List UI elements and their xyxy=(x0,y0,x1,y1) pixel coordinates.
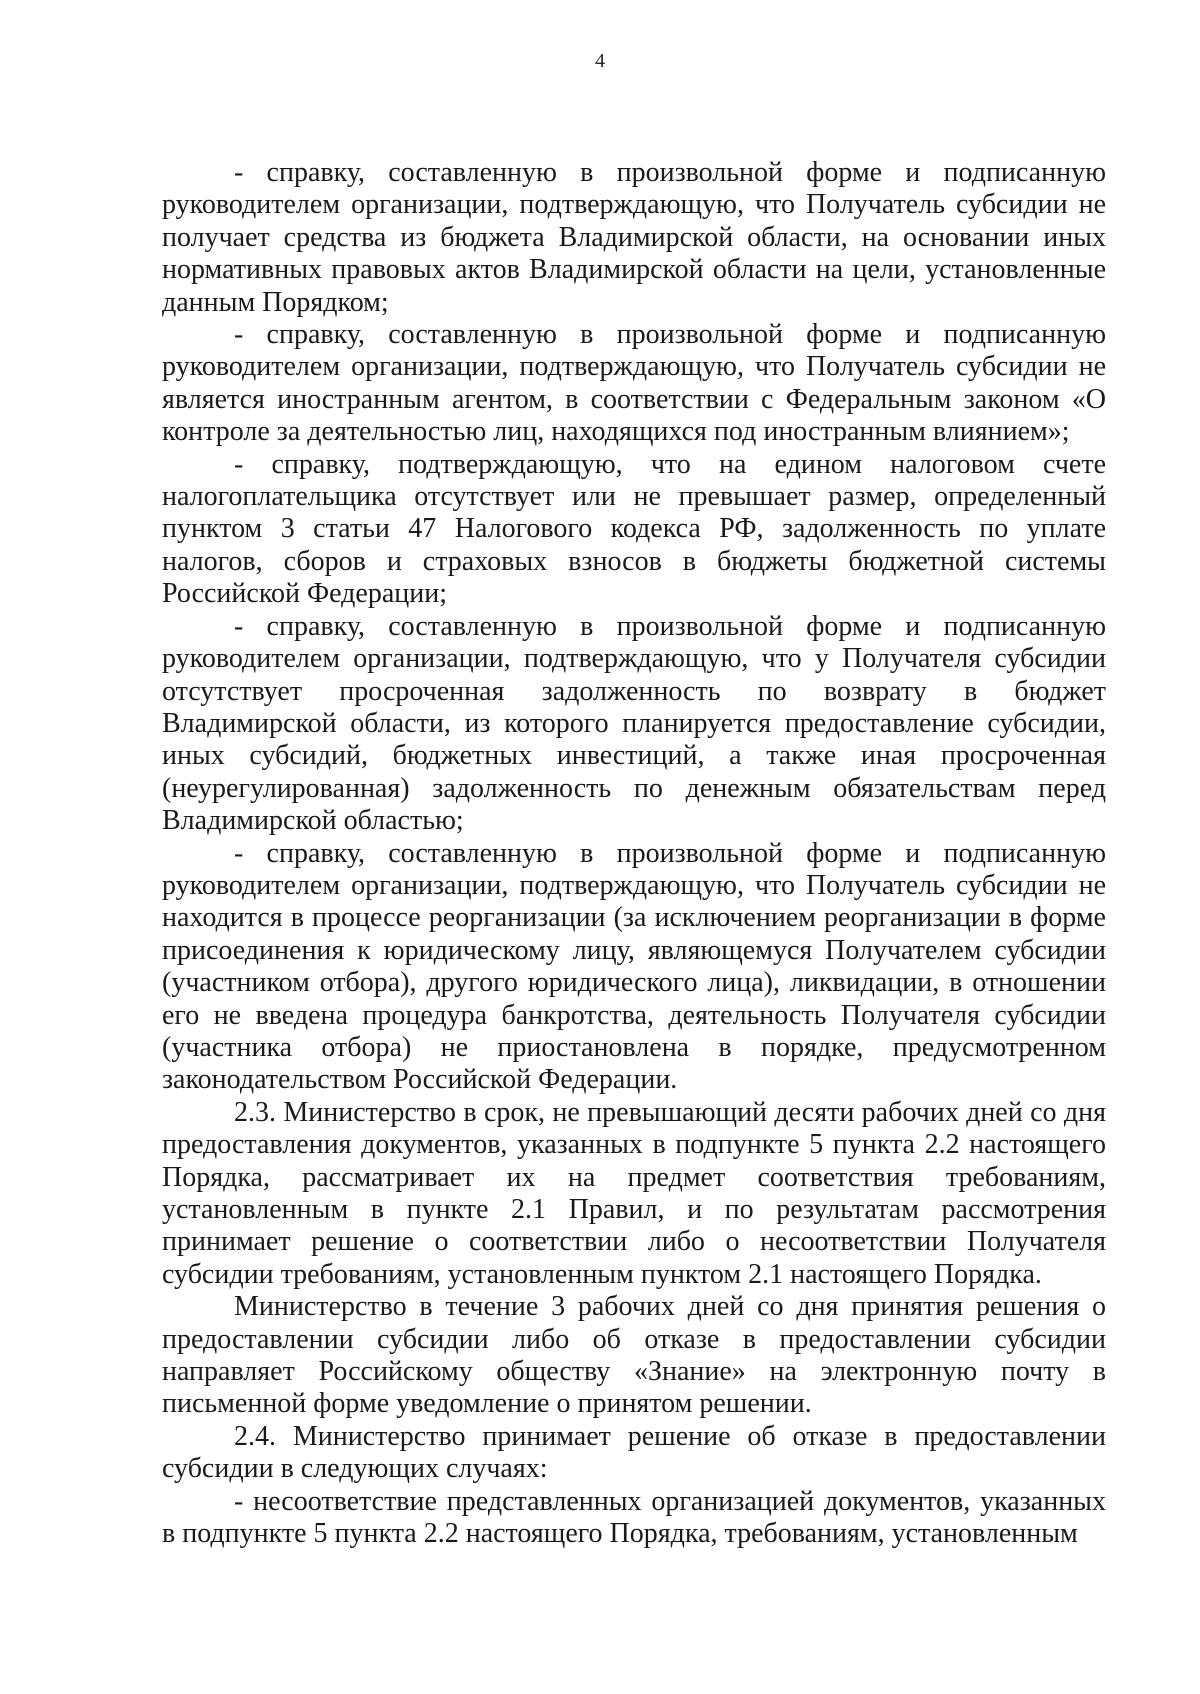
document-body xyxy=(162,157,1106,1550)
paragraph-certificate-not-foreign-agent: - справку, составленную в произвольной форме и подписанную руководителем организации, подтверждающую, что Получатель субсидии не является иностранным агентом, в соответствии с Федеральным законом «О контроле за деятельностью лиц, находящихся под иностранным влиянием»; xyxy=(162,319,1106,448)
paragraph-certificate-no-regional-budget-funds: - справку, составленную в произвольной форме и подписанную руководителем организации, подтверждающую, что Получатель субсидии не получает средства из бюджета Владимирской области, на основании иных нормативных правовых актов Владимирской области на цели, установленные данным Порядком; xyxy=(162,157,1106,318)
paragraph-refusal-reason: - несоответствие представленных организацией документов, указанных в подпункте 5 пункта 2.2 настоящего Порядка, требованиям, установленным xyxy=(162,1485,1106,1550)
paragraph-clause-2-4: 2.4. Министерство принимает решение об отказе в предоставлении субсидии в следующих случаях: xyxy=(162,1420,1106,1485)
page-number: 4 xyxy=(595,50,605,72)
paragraph-certificate-tax-debt: - справку, подтверждающую, что на едином налоговом счете налогоплательщика отсутствует или не превышает размер, определенный пунктом 3 статьи 47 Налогового кодекса РФ, задолженность по уплате налогов, сборов и страховых взносов в бюджеты бюджетной системы Российской Федерации; xyxy=(162,448,1106,610)
paragraph-notification: Министерство в течение 3 рабочих дней со дня принятия решения о предоставлении субсидии либо об отказе в предоставлении субсидии направляет Российскому обществу «Знание» на электронную почту в письменной форме уведомление о принятом решении. xyxy=(162,1291,1106,1420)
paragraph-certificate-no-overdue-debt: - справку, составленную в произвольной форме и подписанную руководителем организации, подтверждающую, что у Получателя субсидии отсутствует просроченная задолженность по возврату в бюджет Владимирской области, из которого планируется предоставление субсидии, иных субсидий, бюджетных инвестиций, а также иная просроченная (неурегулированная) задолженность по денежным обязательствам перед Владимирской областью; xyxy=(162,610,1106,837)
paragraph-certificate-no-reorganization: - справку, составленную в произвольной форме и подписанную руководителем организации, подтверждающую, что Получатель субсидии не находится в процессе реорганизации (за исключением реорганизации в форме присоединения к юридическому лицу, являющемуся Получателем субсидии (участником отбора), другого юридического лица), ликвидации, в отношении его не введена процедура банкротства, деятельность Получателя субсидии (участника отбора) не приостановлена в порядке, предусмотренном законодательством Российской Федерации. xyxy=(162,837,1106,1096)
paragraph-clause-2-3: 2.3. Министерство в срок, не превышающий десяти рабочих дней со дня предоставления документов, указанных в подпункте 5 пункта 2.2 настоящего Порядка, рассматривает их на предмет соответствия требованиям, установленным в пункте 2.1 Правил, и по результатам рассмотрения принимает решение о соответствии либо о несоответствии Получателя субсидии требованиям, установленным пунктом 2.1 настоящего Порядка. xyxy=(162,1096,1106,1290)
